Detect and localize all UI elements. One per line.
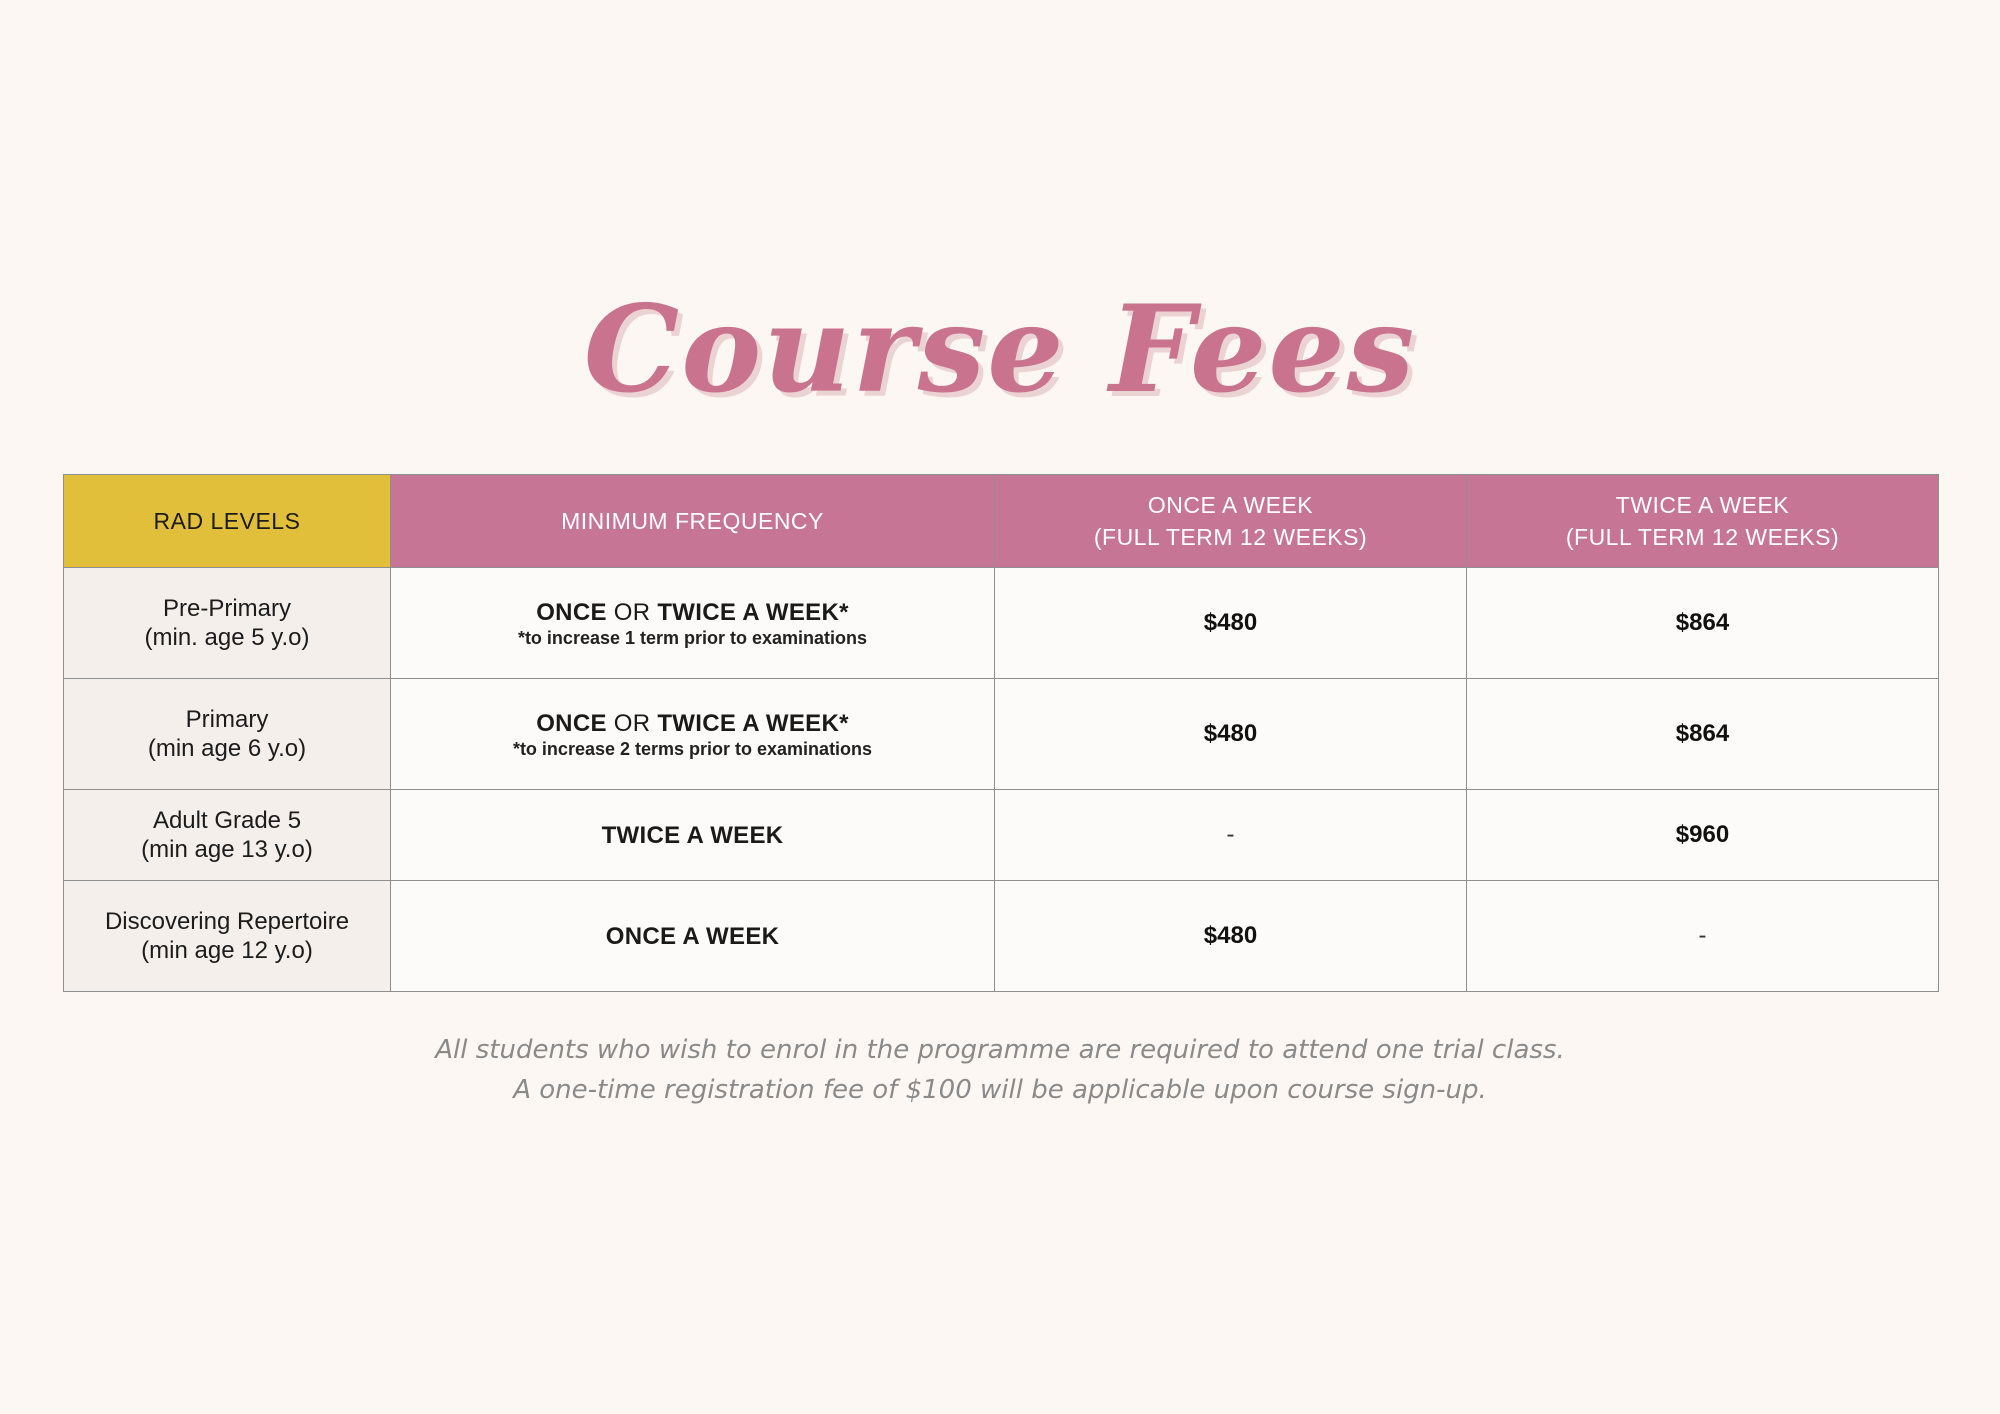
- frequency-text: [401, 709, 984, 738]
- twice-a-week-price: $864: [1675, 720, 1730, 747]
- table-row-adult-grade-5: [64, 790, 1939, 881]
- table-row-pre-primary: [64, 568, 1939, 679]
- frequency-or: OR: [606, 598, 658, 626]
- twice-a-week-price: -: [1698, 922, 1707, 949]
- once-a-week-price: $480: [1203, 922, 1258, 949]
- twice-a-week-price: $864: [1675, 609, 1730, 636]
- frequency-cell: [391, 568, 995, 679]
- frequency-once: ONCE: [536, 709, 607, 737]
- once-a-week-price-cell: [995, 881, 1467, 992]
- table-row-primary: [64, 679, 1939, 790]
- level-cell: [64, 568, 391, 679]
- frequency-value: ONCE A WEEK: [605, 922, 780, 950]
- frequency-value: TWICE A WEEK: [601, 821, 784, 849]
- level-min-age: (min age 12 y.o): [141, 937, 313, 964]
- frequency-text: [401, 821, 984, 850]
- level-name: Adult Grade 5: [152, 807, 302, 834]
- level-name: Primary: [185, 706, 269, 733]
- header-minimum-frequency-label: MINIMUM FREQUENCY: [561, 508, 824, 534]
- level-cell: [64, 881, 391, 992]
- frequency-text: [401, 922, 984, 951]
- level-min-age: (min age 6 y.o): [147, 735, 307, 762]
- once-a-week-price-cell: [995, 679, 1467, 790]
- frequency-cell: [391, 881, 995, 992]
- level-cell: [64, 790, 391, 881]
- twice-a-week-price-cell: [1467, 881, 1939, 992]
- twice-a-week-price-cell: [1467, 790, 1939, 881]
- header-once-a-week-term: (FULL TERM 12 WEEKS): [1093, 524, 1368, 550]
- level-cell: [64, 679, 391, 790]
- header-once-a-week: [995, 475, 1467, 568]
- header-twice-a-week-term: (FULL TERM 12 WEEKS): [1565, 524, 1840, 550]
- twice-a-week-price: $960: [1675, 821, 1730, 848]
- page-title: Course Fees: [583, 279, 1417, 420]
- header-rad-levels: [64, 475, 391, 568]
- table-header-row: [64, 475, 1939, 568]
- frequency-note: *to increase 1 term prior to examinations: [517, 627, 868, 648]
- frequency-once: ONCE: [536, 598, 607, 626]
- level-name: Discovering Repertoire: [104, 908, 350, 935]
- once-a-week-price: $480: [1203, 609, 1258, 636]
- frequency-or: OR: [606, 709, 658, 737]
- header-rad-levels-label: RAD LEVELS: [153, 508, 301, 534]
- footnote: [0, 1030, 2000, 1110]
- frequency-twice: TWICE A WEEK*: [657, 598, 849, 626]
- frequency-twice: TWICE A WEEK*: [657, 709, 849, 737]
- header-minimum-frequency: [391, 475, 995, 568]
- once-a-week-price: -: [1226, 821, 1235, 848]
- once-a-week-price: $480: [1203, 720, 1258, 747]
- twice-a-week-price-cell: [1467, 679, 1939, 790]
- footnote-registration-fee: A one-time registration fee of $100 will be applicable upon course sign-up.: [513, 1075, 1487, 1105]
- frequency-cell: [391, 790, 995, 881]
- once-a-week-price-cell: [995, 790, 1467, 881]
- level-min-age: (min age 13 y.o): [141, 836, 313, 863]
- frequency-note: *to increase 2 terms prior to examinations: [512, 738, 873, 759]
- twice-a-week-price-cell: [1467, 568, 1939, 679]
- footnote-trial-class: All students who wish to enrol in the programme are required to attend one trial class.: [435, 1035, 1565, 1065]
- table-row-discovering-repertoire: [64, 881, 1939, 992]
- level-name: Pre-Primary: [162, 595, 291, 622]
- frequency-text: [401, 598, 984, 627]
- header-once-a-week-label: ONCE A WEEK: [1147, 492, 1314, 518]
- level-min-age: (min. age 5 y.o): [144, 624, 310, 651]
- header-twice-a-week-label: TWICE A WEEK: [1615, 492, 1790, 518]
- frequency-cell: [391, 679, 995, 790]
- header-twice-a-week: [1467, 475, 1939, 568]
- once-a-week-price-cell: [995, 568, 1467, 679]
- course-fees-table: [63, 474, 1939, 992]
